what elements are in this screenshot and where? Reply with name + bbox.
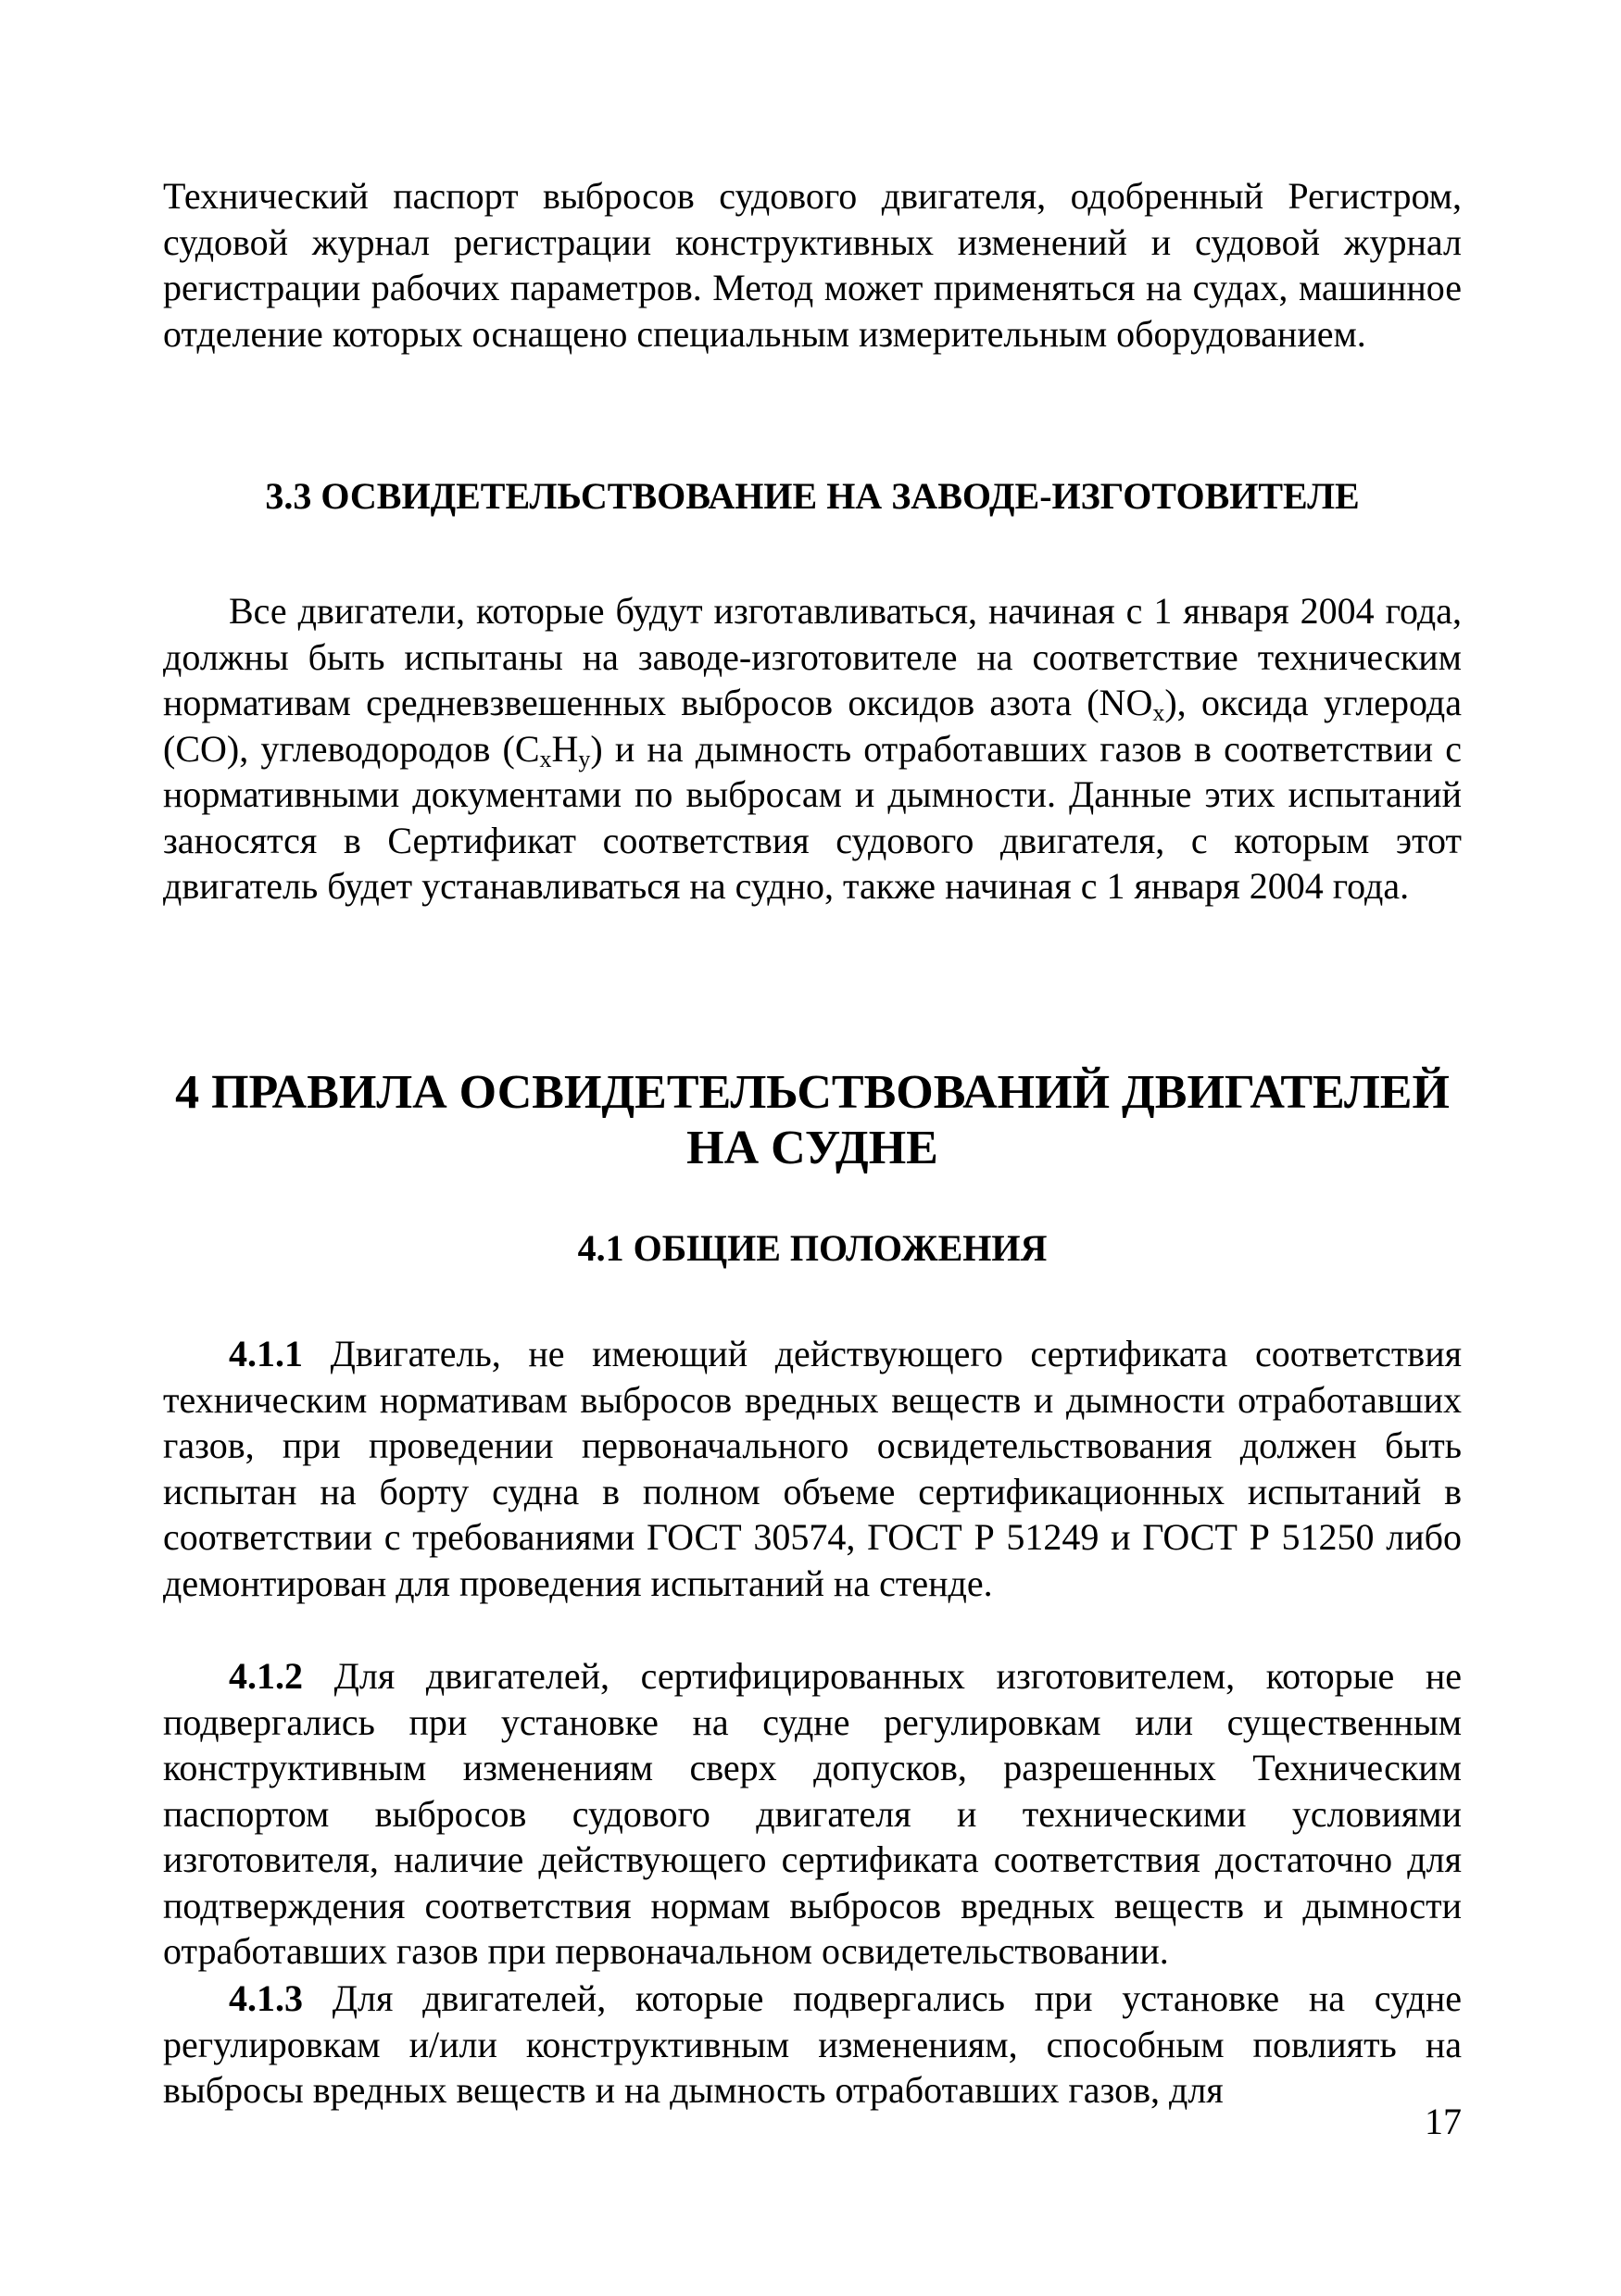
section-3-3-text-part3: H xyxy=(551,727,579,770)
chapter-4-heading-line2: НА СУДНЕ xyxy=(686,1122,938,1174)
clause-4-1-1 xyxy=(163,1331,1462,1606)
chapter-4-heading xyxy=(163,1065,1462,1176)
clause-text: Двигатель, не имеющий действующего сертификата соответствия техническим нормативам выбросов вредных веществ и дымности отработавших газов, при проведении первоначального освидетельствования должен быть испытан на борту судна в полном объеме сертификационных испытаний в соответствии с требованиями ГОСТ 30574, ГОСТ Р 51249 и ГОСТ Р 51250 либо демонтирован для проведения испытаний на стенде. xyxy=(163,1333,1462,1604)
subscript-x: x xyxy=(1152,699,1165,726)
section-3-3-paragraph xyxy=(163,588,1462,910)
continuation-paragraph: Технический паспорт выбросов судового двигателя, одобренный Регистром, судовой журнал регистрации конструктивных изменений и судовой журнал регистрации рабочих параметров. Метод может применяться на судах, машинное отделение которых оснащено специальным измерительным оборудованием. xyxy=(163,175,1462,355)
clause-number: 4.1.3 xyxy=(229,1977,303,2019)
section-3-3-text-part1: Все двигатели, которые будут изготавливаться, начиная с 1 января 2004 года, должны быть испытаны на заводе-изготовителе на соответствие техническим нормативам средневзвешенных выбросов оксидов азота (NO xyxy=(163,590,1462,723)
page-number: 17 xyxy=(1425,2101,1462,2142)
clause-number: 4.1.2 xyxy=(229,1655,303,1697)
subscript-y: y xyxy=(578,745,591,772)
clause-number: 4.1.1 xyxy=(229,1333,303,1374)
section-3-3-text-part4: ) и на дымность отработавших газов в соответствии с нормативными документами по выбросам и дымности. Данные этих испытаний заносятся в Сертификат соответствия судового двигателя, с которым этот двигатель будет устанавливаться на судно, также начиная с 1 января 2004 года. xyxy=(163,727,1462,907)
clause-4-1-2 xyxy=(163,1653,1462,1975)
clause-text: Для двигателей, сертифицированных изготовителем, которые не подвергались при установке на судне регулировкам или существенным конструктивным изменениям сверх допусков, разрешенных Техническим паспортом выбросов судового двигателя и техническими условиями изготовителя, наличие действующего сертификата соответствия достаточно для подтверждения соответствия нормам выбросов вредных веществ и дымности отработавших газов при первоначальном освидетельствовании. xyxy=(163,1655,1462,1972)
section-3-3-text-part2: ), оксида углерода (CO), углеводородов (C xyxy=(163,682,1462,770)
clause-4-1-3 xyxy=(163,1976,1462,2114)
subscript-x: x xyxy=(539,745,552,772)
clause-text: Для двигателей, которые подвергались при установке на судне регулировкам и/или конструктивным изменениям, способным повлиять на выбросы вредных веществ и на дымность отработавших газов, для xyxy=(163,1977,1462,2111)
chapter-4-heading-line1: 4 ПРАВИЛА ОСВИДЕТЕЛЬСТВОВАНИЙ ДВИГАТЕЛЕЙ xyxy=(175,1066,1450,1119)
section-3-3-heading: 3.3 ОСВИДЕТЕЛЬСТВОВАНИЕ НА ЗАВОДЕ-ИЗГОТОВИТЕЛЕ xyxy=(265,475,1360,517)
section-4-1-heading: 4.1 ОБЩИЕ ПОЛОЖЕНИЯ xyxy=(577,1227,1048,1269)
